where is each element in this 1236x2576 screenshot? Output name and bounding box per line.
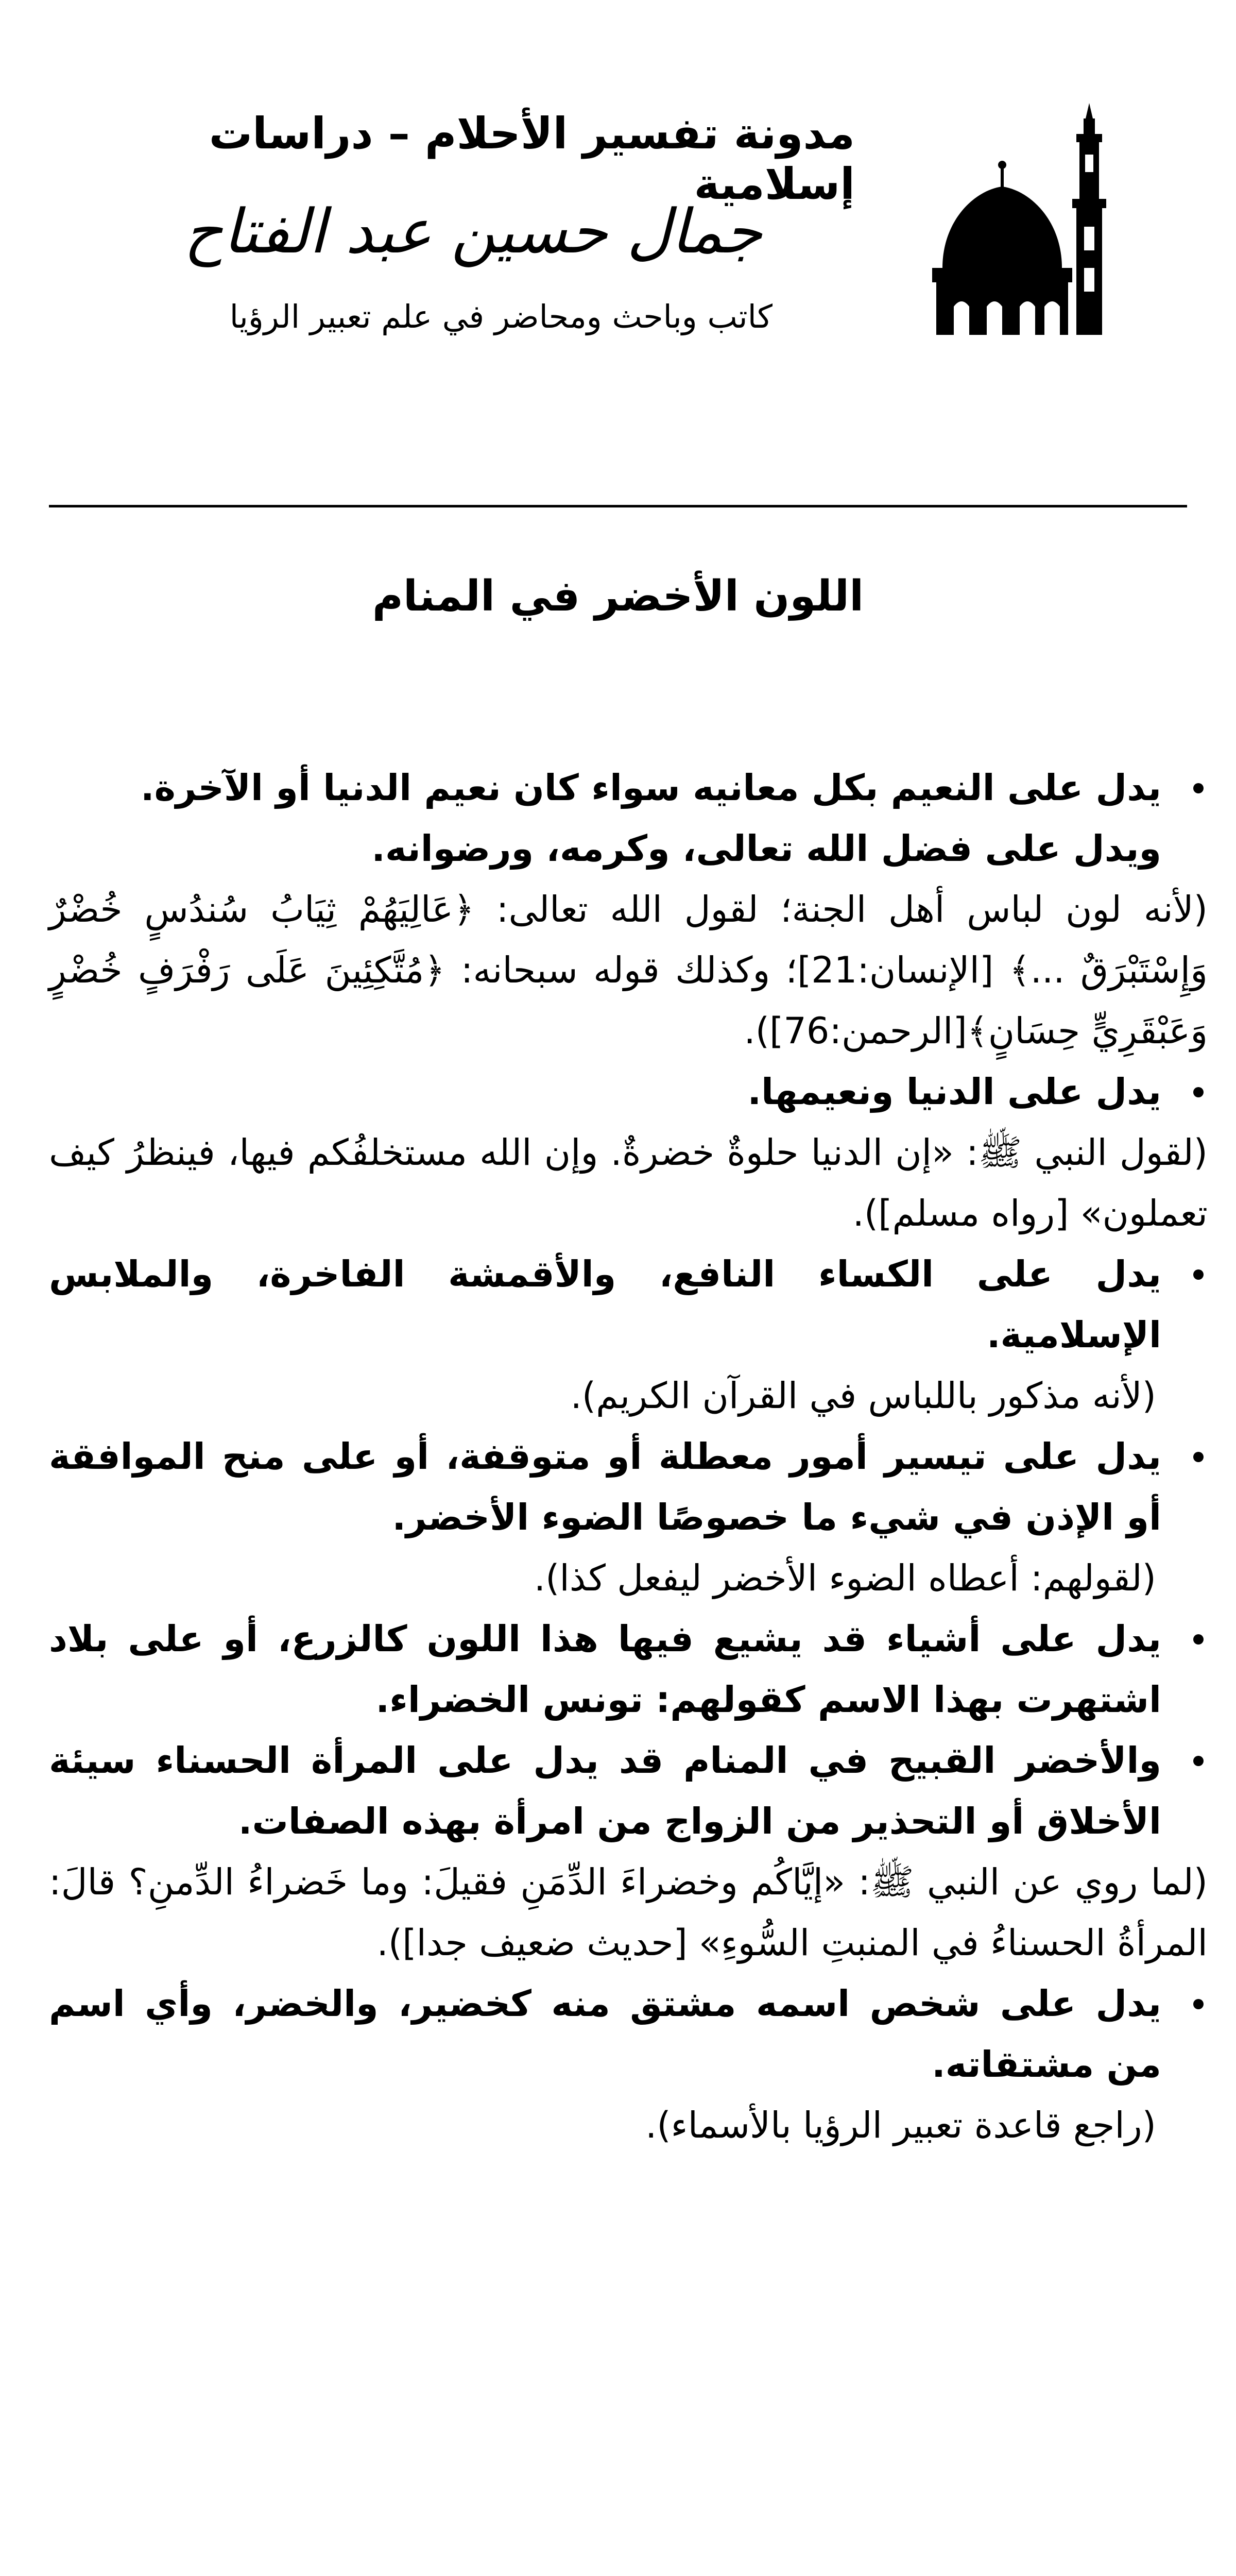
- bullet-icon: [1193, 1756, 1204, 1766]
- list-item: [49, 1244, 1208, 1426]
- item-note: (لقولهم: أعطاه الضوء الأخضر ليفعل كذا).: [534, 1557, 1156, 1599]
- item-text: يدل على أشياء قد يشيع فيها هذا اللون كالزرع، أو على بلاد اشتهرت بهذا الاسم كقولهم: تونس الخضراء.: [49, 1618, 1161, 1721]
- list-item: [49, 1608, 1208, 1730]
- article-body: [49, 757, 1208, 2156]
- header-divider: [49, 505, 1187, 507]
- bullet-icon: [1193, 1452, 1204, 1462]
- item-text: والأخضر القبيح في المنام قد يدل على المرأة الحسناء سيئة الأخلاق أو التحذير من الزواج من امرأة بهذه الصفات.: [49, 1739, 1161, 1842]
- item-note: (لأنه لون لباس أهل الجنة؛ لقول الله تعالى: ﴿عَالِيَهُمْ ثِيَابُ سُندُسٍ خُضْرٌ وَإِسْتَبْرَقٌ ...﴾ [الإنسان:21]؛ وكذلك قوله سبحانه: ﴿مُتَّكِئِينَ عَلَى رَفْرَفٍ خُضْرٍ وَعَبْقَرِيٍّ حِسَانٍ﴾[الرحمن:76]).: [49, 888, 1208, 1052]
- item-text: يدل على تيسير أمور معطلة أو متوقفة، أو على منح الموافقة أو الإذن في شيء ما خصوصًا الضوء الأخضر.: [49, 1435, 1161, 1538]
- bullet-icon: [1193, 1269, 1204, 1280]
- item-note: (لأنه مذكور باللباس في القرآن الكريم).: [570, 1375, 1156, 1417]
- bullet-icon: [1193, 1087, 1204, 1097]
- page-title: اللون الأخضر في المنام: [372, 572, 864, 621]
- mosque-dome-minaret-icon: [922, 98, 1138, 335]
- item-text: يدل على شخص اسمه مشتق منه كخضير، والخضر، وأي اسم من مشتقاته.: [49, 1982, 1161, 2086]
- list-item: [49, 1061, 1208, 1244]
- bullet-icon: [1193, 1999, 1204, 2009]
- page-header: [0, 0, 1236, 495]
- item-text: ويدل على فضل الله تعالى، وكرمه، ورضوانه.: [371, 827, 1161, 870]
- item-text: يدل على الكساء النافع، والأقمشة الفاخرة، والملابس الإسلامية.: [49, 1253, 1161, 1356]
- item-text: يدل على الدنيا ونعيمها.: [747, 1071, 1161, 1113]
- item-note: (لقول النبي ﷺ: «إن الدنيا حلوةٌ خضرةٌ. وإن الله مستخلفُكم فيها، فينظرُ كيف تعملون» [رواه مسلم]).: [49, 1131, 1208, 1234]
- list-item: [49, 1730, 1208, 1973]
- item-note: (راجع قاعدة تعبير الرؤيا بالأسماء).: [645, 2104, 1156, 2146]
- list-item: [49, 1973, 1208, 2156]
- item-text: يدل على النعيم بكل معانيه سواء كان نعيم الدنيا أو الآخرة.: [140, 767, 1161, 809]
- bullet-icon: [1193, 1634, 1204, 1645]
- list-item: [49, 1426, 1208, 1608]
- list-item: [49, 757, 1208, 1061]
- author-subtitle: كاتب وباحث ومحاضر في علم تعبير الرؤيا: [229, 298, 772, 335]
- bullet-icon: [1193, 783, 1204, 793]
- author-signature: جمال حسين عبد الفتاح: [183, 196, 762, 267]
- item-note: (لما روي عن النبي ﷺ: «إيَّاكُم وخضراءَ الدِّمَنِ فقيلَ: وما خَضراءُ الدِّمنِ؟ قالَ: المرأةُ الحسناءُ في المنبتِ السُّوءِ» [حديث ضعيف جدا]).: [49, 1861, 1208, 1964]
- blog-title: مدونة تفسير الأحلام – دراسات إسلامية: [209, 108, 855, 209]
